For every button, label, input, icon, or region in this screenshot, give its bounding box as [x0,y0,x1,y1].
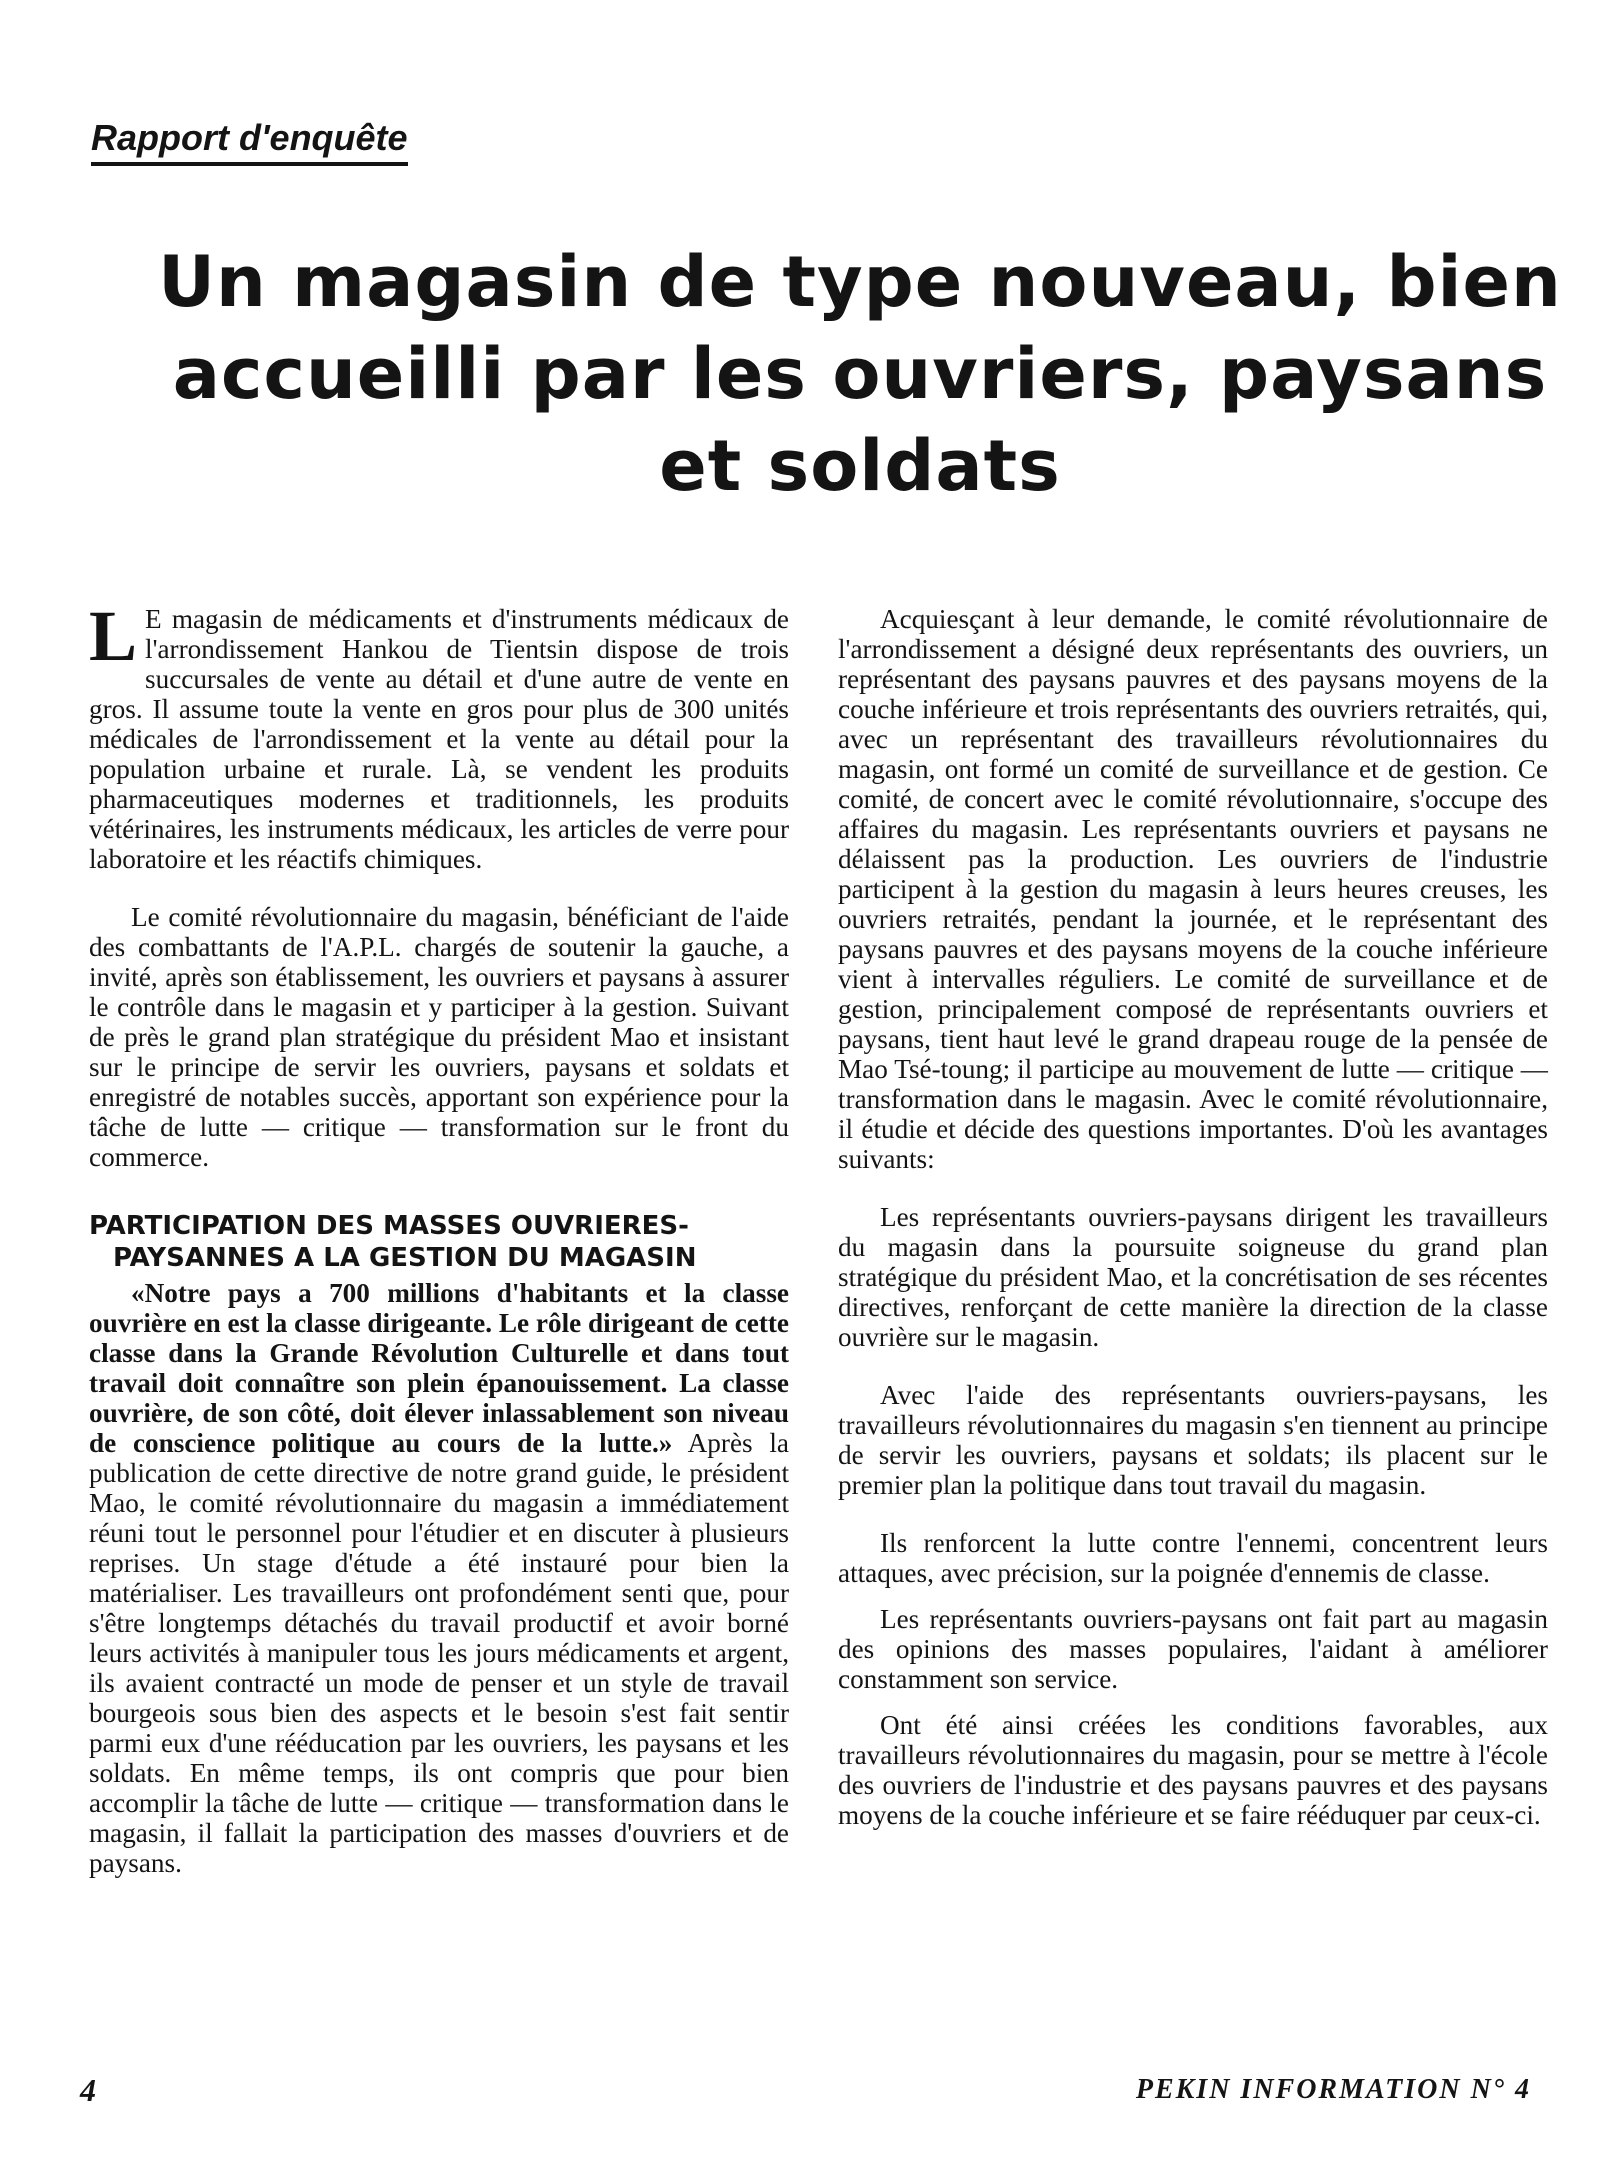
publication-footer: PEKIN INFORMATION N° 4 [1135,2074,1531,2105]
section-heading-line-1: PARTICIPATION DES MASSES OUVRIERES- [89,1211,689,1241]
paragraph [89,1278,789,1878]
paragraph-text: E magasin de médicaments et d'instruments médicaux de l'arrondissement Hankou de Tientsin dispose de trois succursales de vente au détail et d'une autre de vente en gros. Il assume toute la vente en gros pour plus de 300 unités médicales de l'arrondissement et la vente au détail pour la population urbaine et rurale. Là, se vendent les produits pharmaceutiques modernes et traditionnels, les produits vétérinaires, les instruments médicaux, les articles de verre pour laboratoire et les réactifs chimiques. [89,604,789,874]
section-kicker: Rapport d'enquête [91,116,408,166]
headline-line-2: accueilli par les ouvriers, paysans [172,333,1548,415]
headline-line-1: Un magasin de type nouveau, bien [158,241,1562,323]
left-column [89,596,789,1878]
paragraph-text: Après la publication de cette directive de notre grand guide, le président Mao, le comité révolutionnaire du magasin a immédiatement réuni tout le personnel pour l'étudier et en discuter à plusieurs reprises. Un stage d'étude a été instauré pour bien la matérialiser. Les travailleurs ont profondément senti que, pour s'être longtemps détachés du travail productif et avoir borné leurs activités à manipuler tous les jours médicaments et argent, ils avaient contracté un mode de penser et un style de travail bourgeois sous bien des aspects et le besoin s'est fait sentir parmi eux d'une rééducation par les ouvriers, les paysans et les soldats. En même temps, ils ont compris que pour bien accomplir la tâche de lutte — critique — transformation dans le magasin, il fallait la participation des masses d'ouvriers et de paysans. [89,1428,789,1878]
paragraph: Avec l'aide des représentants ouvriers-paysans, les travailleurs révolutionnaires du magasin s'en tiennent au principe de servir les ouvriers, paysans et soldats; ils placent sur le premier plan la politique dans tout travail du magasin. [838,1380,1548,1500]
paragraph: Les représentants ouvriers-paysans ont fait part au magasin des opinions des masses populaires, l'aidant à améliorer constamment son service. [838,1604,1548,1694]
paragraph: Ont été ainsi créées les conditions favorables, aux travailleurs révolutionnaires du magasin, pour se mettre à l'école des ouvriers de l'industrie et des paysans pauvres et des paysans moyens de la couche inférieure et se faire rééduquer par ceux-ci. [838,1710,1548,1830]
paragraph: Ils renforcent la lutte contre l'ennemi, concentrent leurs attaques, avec précision, sur la poignée d'ennemis de classe. [838,1528,1548,1588]
right-column [838,604,1548,1830]
paragraph: Les représentants ouvriers-paysans dirigent les travailleurs du magasin dans la poursuite soigneuse du grand plan stratégique du président Mao, et la concrétisation de ses récentes directives, renforçant de cette manière la direction de la classe ouvrière sur le magasin. [838,1202,1548,1352]
headline-line-3: et soldats [659,425,1061,507]
section-heading-line-2: PAYSANNES A LA GESTION DU MAGASIN [113,1243,697,1273]
page-number: 4 [80,2072,96,2108]
section-heading [89,1210,789,1274]
paragraph [89,596,789,874]
article-headline [120,236,1600,512]
paragraph: Acquiesçant à leur demande, le comité révolutionnaire de l'arrondissement a désigné deux représentants des ouvriers, un représentant des paysans pauvres et des paysans moyens de la couche inférieure et trois représentants des ouvriers retraités, qui, avec un représentant des travailleurs révolutionnaires du magasin, ont formé un comité de surveillance et de gestion. Ce comité, de concert avec le comité révolutionnaire, s'occupe des affaires du magasin. Les représentants ouvriers et paysans ne délaissent pas la production. Les ouvriers de l'industrie participent à la gestion du magasin à leurs heures creuses, les ouvriers retraités, pendant la journée, et le représentant des paysans pauvres et des paysans moyens de la couche inférieure vient à intervalles réguliers. Le comité de surveillance et de gestion, principalement composé de représentants ouvriers et paysans, tient haut levé le grand drapeau rouge de la pensée de Mao Tsé-toung; il participe au mouvement de lutte — critique — transformation dans le magasin. Avec le comité révolutionnaire, il étudie et décide des questions importantes. D'où les avantages suivants: [838,604,1548,1174]
drop-cap: L [89,596,138,676]
paragraph: Le comité révolutionnaire du magasin, bénéficiant de l'aide des combattants de l'A.P.L. chargés de soutenir la gauche, a invité, après son établissement, les ouvriers et paysans à assurer le contrôle dans le magasin et y participer à la gestion. Suivant de près le grand plan stratégique du président Mao et insistant sur le principe de servir les ouvriers, paysans et soldats et enregistré de notables succès, apportant son expérience pour la tâche de lutte — critique — transformation sur le front du commerce. [89,902,789,1172]
mao-quote: «Notre pays a 700 millions d'habitants et la classe ouvrière en est la classe dirigeante. Le rôle dirigeant de cette classe dans la Grande Révolution Culturelle et dans tout travail doit connaître son plein épanouissement. La classe ouvrière, de son côté, doit élever inlassablement son niveau de conscience politique au cours de la lutte.» [89,1278,789,1458]
